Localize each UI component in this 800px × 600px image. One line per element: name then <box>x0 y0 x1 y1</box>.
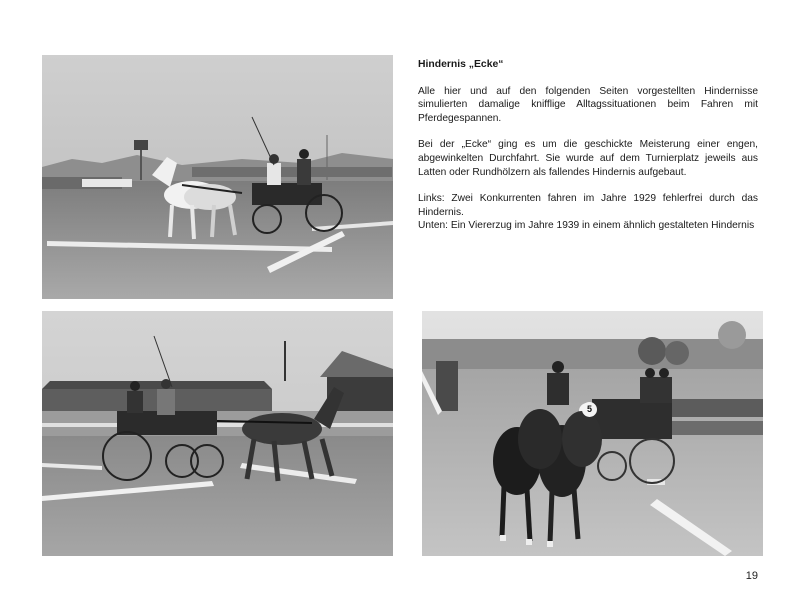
photo-dark-horses-carriage-1929 <box>42 311 393 556</box>
number-badge-label: 5 <box>586 404 592 414</box>
number-badge <box>582 402 597 417</box>
page-number: 19 <box>745 570 758 582</box>
description-paragraph: Bei der „Ecke“ ging es um die geschickte Meisterung einer engen, abgewinkelten Durchfahrt. Sie wurde auf dem Turnierplatz jeweils aus Latten oder Rundhölzern als fallendes Hindernis aufgebaut. <box>418 139 758 178</box>
photo-white-horses-carriage-1929 <box>42 55 393 299</box>
caption-bottom: Unten: Ein Viererzug im Jahre 1939 in einem ähnlich gestalteten Hindernis <box>418 220 755 232</box>
photo-four-horse-team-1939 <box>422 311 763 556</box>
text-column <box>418 58 758 233</box>
intro-paragraph: Alle hier und auf den folgenden Seiten vorgestellten Hindernisse simulierten damalige knifflige Alltagssituationen beim Fahren mit Pferdegespannen. <box>418 85 758 124</box>
caption-left: Links: Zwei Konkurrenten fahren im Jahre 1929 fehlerfrei durch das Hindernis. <box>418 193 758 218</box>
page-heading: Hindernis „Ecke“ <box>418 59 504 70</box>
